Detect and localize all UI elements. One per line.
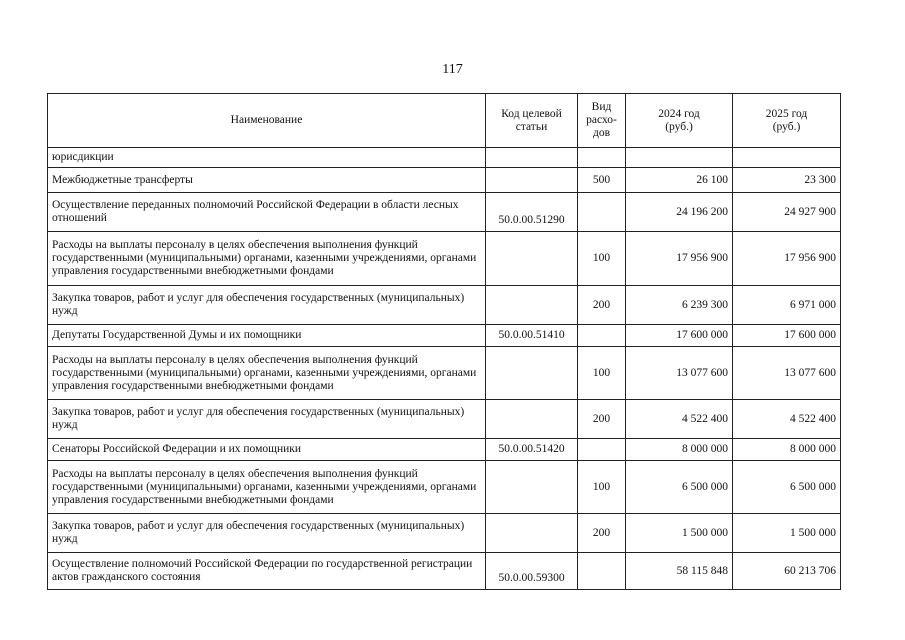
row-2024-cell (626, 148, 733, 168)
row-code-cell (486, 400, 578, 439)
table-row (48, 553, 841, 590)
row-code-cell (486, 286, 578, 325)
row-2025-cell: 17 600 000 (733, 325, 841, 347)
row-2024-cell: 58 115 848 (626, 553, 733, 590)
header-code: Код целевой статьи (486, 94, 578, 148)
table-row (48, 325, 841, 347)
row-code-cell (486, 168, 578, 193)
row-code-cell (486, 514, 578, 553)
row-type-cell (578, 193, 626, 232)
table-row (48, 400, 841, 439)
table-header-row (48, 94, 841, 148)
row-2025-cell: 6 500 000 (733, 461, 841, 514)
table-row (48, 514, 841, 553)
row-name-cell: Расходы на выплаты персоналу в целях обеспечения выполнения функций государственными (муниципальными) органами, казенными учреждениями, органами управления государственными внебюджетными фондами (48, 232, 486, 286)
row-type-cell: 100 (578, 347, 626, 400)
row-name-cell: Осуществление полномочий Российской Федерации по государственной регистрации актов гражданского состояния (48, 553, 486, 590)
row-2025-cell: 24 927 900 (733, 193, 841, 232)
row-2025-cell (733, 148, 841, 168)
row-type-cell (578, 325, 626, 347)
row-2024-cell: 13 077 600 (626, 347, 733, 400)
row-type-cell: 100 (578, 232, 626, 286)
row-2024-cell: 6 239 300 (626, 286, 733, 325)
table-row (48, 439, 841, 461)
row-name-cell: Закупка товаров, работ и услуг для обеспечения государственных (муниципальных) нужд (48, 514, 486, 553)
row-2024-cell: 1 500 000 (626, 514, 733, 553)
table-row (48, 168, 841, 193)
row-code-cell (486, 232, 578, 286)
row-code-cell: 50.0.00.51290 (486, 193, 578, 232)
row-code-cell (486, 461, 578, 514)
row-2024-cell: 6 500 000 (626, 461, 733, 514)
row-2024-cell: 17 600 000 (626, 325, 733, 347)
row-code-cell (486, 347, 578, 400)
row-2024-cell: 26 100 (626, 168, 733, 193)
row-code-cell: 50.0.00.59300 (486, 553, 578, 590)
table-row (48, 286, 841, 325)
row-2025-cell: 4 522 400 (733, 400, 841, 439)
row-name-cell: Закупка товаров, работ и услуг для обеспечения государственных (муниципальных) нужд (48, 400, 486, 439)
row-2024-cell: 8 000 000 (626, 439, 733, 461)
row-2025-cell: 1 500 000 (733, 514, 841, 553)
row-name-cell: юрисдикции (48, 148, 486, 168)
header-type: Вид расхо-дов (578, 94, 626, 148)
page-number: 117 (442, 62, 463, 77)
row-name-cell: Осуществление переданных полномочий Российской Федерации в области лесных отношений (48, 193, 486, 232)
row-name-cell: Закупка товаров, работ и услуг для обеспечения государственных (муниципальных) нужд (48, 286, 486, 325)
table-row (48, 148, 841, 168)
header-2025: 2025 год (руб.) (733, 94, 841, 148)
row-code-cell: 50.0.00.51410 (486, 325, 578, 347)
row-code-cell: 50.0.00.51420 (486, 439, 578, 461)
table-row (48, 347, 841, 400)
budget-table (47, 93, 841, 590)
row-2024-cell: 4 522 400 (626, 400, 733, 439)
row-2024-cell: 24 196 200 (626, 193, 733, 232)
table-row (48, 232, 841, 286)
row-2025-cell: 8 000 000 (733, 439, 841, 461)
table-row (48, 193, 841, 232)
row-type-cell (578, 439, 626, 461)
row-type-cell (578, 148, 626, 168)
row-type-cell: 100 (578, 461, 626, 514)
row-type-cell: 200 (578, 286, 626, 325)
header-2024: 2024 год (руб.) (626, 94, 733, 148)
header-name: Наименование (48, 94, 486, 148)
row-2025-cell: 17 956 900 (733, 232, 841, 286)
row-name-cell: Депутаты Государственной Думы и их помощники (48, 325, 486, 347)
row-type-cell: 200 (578, 400, 626, 439)
row-name-cell: Расходы на выплаты персоналу в целях обеспечения выполнения функций государственными (муниципальными) органами, казенными учреждениями, органами управления государственными внебюджетными фондами (48, 347, 486, 400)
row-type-cell: 500 (578, 168, 626, 193)
row-name-cell: Расходы на выплаты персоналу в целях обеспечения выполнения функций государственными (муниципальными) органами, казенными учреждениями, органами управления государственными внебюджетными фондами (48, 461, 486, 514)
row-2025-cell: 13 077 600 (733, 347, 841, 400)
row-2025-cell: 60 213 706 (733, 553, 841, 590)
row-2025-cell: 23 300 (733, 168, 841, 193)
row-name-cell: Межбюджетные трансферты (48, 168, 486, 193)
row-code-cell (486, 148, 578, 168)
row-type-cell: 200 (578, 514, 626, 553)
row-2025-cell: 6 971 000 (733, 286, 841, 325)
row-type-cell (578, 553, 626, 590)
row-name-cell: Сенаторы Российской Федерации и их помощники (48, 439, 486, 461)
table-row (48, 461, 841, 514)
row-2024-cell: 17 956 900 (626, 232, 733, 286)
